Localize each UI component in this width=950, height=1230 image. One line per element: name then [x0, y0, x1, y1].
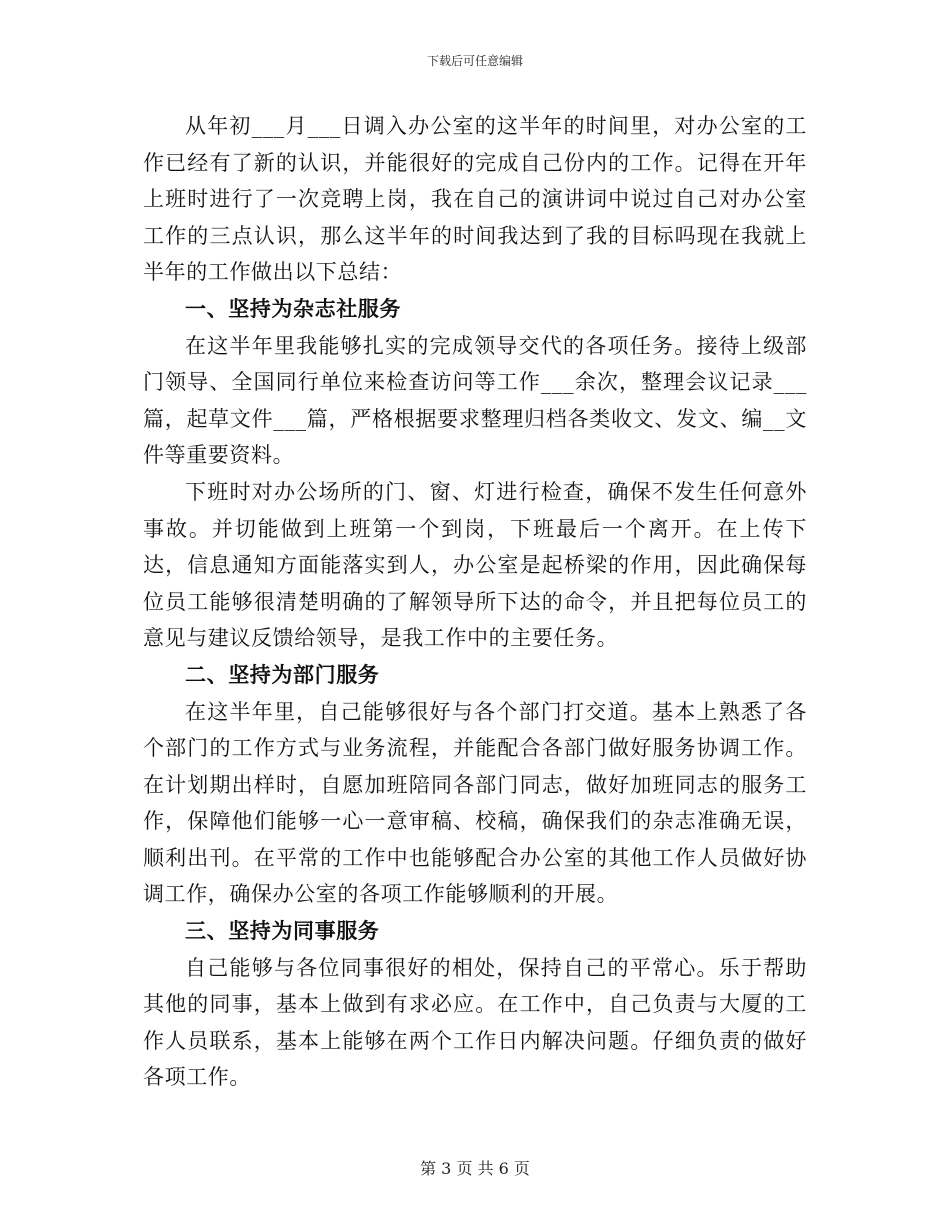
- section-1-paragraph-1: 在这半年里我能够扎实的完成领导交代的各项任务。接待上级部门领导、全国同行单位来检查访问等工作___余次，整理会议记录___篇，起草文件___篇，严格根据要求整理归档各类收文、发文、编__文件等重要资料。: [143, 333, 807, 468]
- page-number: 第 3 页 共 6 页: [420, 1159, 530, 1178]
- intro-paragraph: 从年初___月___日调入办公室的这半年的时间里，对办公室的工作已经有了新的认识，并能很好的完成自己份内的工作。记得在开年上班时进行了一次竞聘上岗，我在自己的演讲词中说过自己对办公室工作的三点认识，那么这半年的时间我达到了我的目标吗现在我就上半年的工作做出以下总结：: [143, 114, 807, 285]
- section-heading-3: 三、坚持为同事服务: [185, 918, 380, 944]
- section-heading-1: 一、坚持为杂志社服务: [185, 295, 401, 321]
- section-heading-2: 二、坚持为部门服务: [185, 661, 380, 687]
- document-body: [143, 108, 807, 1096]
- section-2-paragraph-1: 在这半年里，自己能够很好与各个部门打交道。基本上熟悉了各个部门的工作方式与业务流程，并能配合各部门做好服务协调工作。在计划期出样时，自愿加班陪同各部门同志，做好加班同志的服务工作，保障他们能够一心一意审稿、校稿，确保我们的杂志准确无误，顺利出刊。在平常的工作中也能够配合办公室的其他工作人员做好协调工作，确保办公室的各项工作能够顺利的开展。: [143, 699, 807, 907]
- page-header-note: 下载后可任意编辑: [426, 54, 523, 68]
- section-1-paragraph-2: 下班时对办公场所的门、窗、灯进行检查，确保不发生任何意外事故。并切能做到上班第一个到岗，下班最后一个离开。在上传下达，信息通知方面能落实到人，办公室是起桥梁的作用，因此确保每位员工能够很清楚明确的了解领导所下达的命令，并且把每位员工的意见与建议反馈给领导，是我工作中的主要任务。: [143, 479, 807, 651]
- section-3-paragraph-1: 自己能够与各位同事很好的相处，保持自己的平常心。乐于帮助其他的同事，基本上做到有求必应。在工作中，自己负责与大厦的工作人员联系，基本上能够在两个工作日内解决问题。仔细负责的做好各项工作。: [143, 955, 807, 1090]
